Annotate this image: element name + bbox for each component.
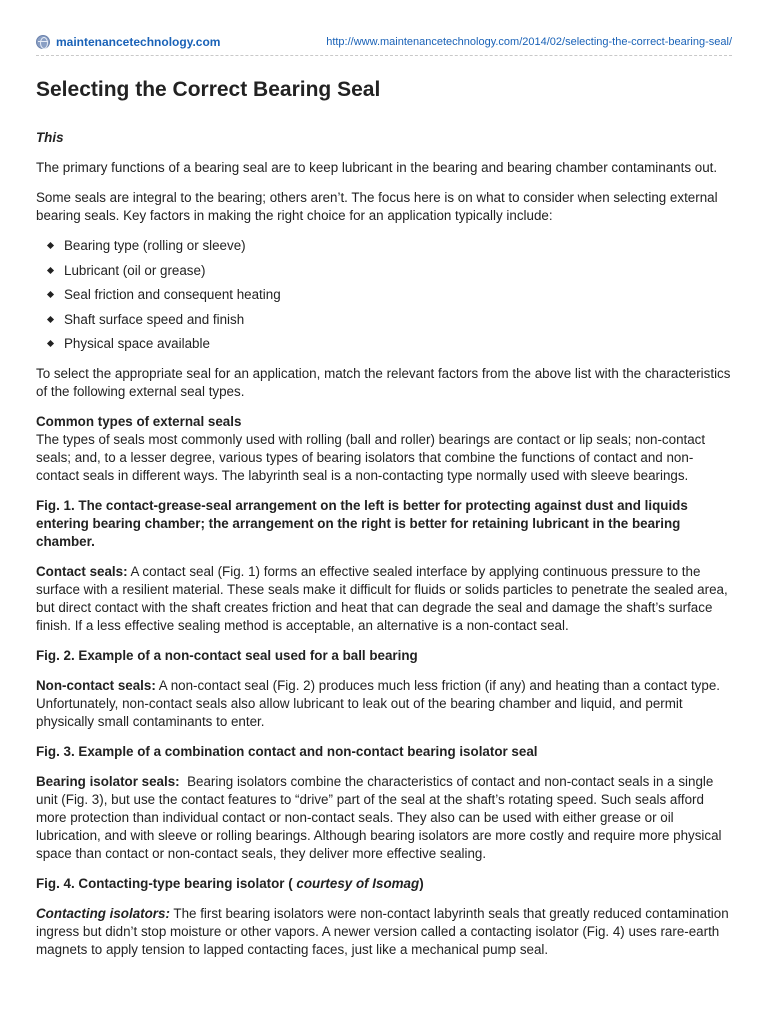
- factors-list: [36, 237, 734, 353]
- fig1-caption: Fig. 1. The contact-grease-seal arrangement on the left is better for protecting against dust and liquids entering bearing chamber; the arrangement on the right is better for retaining lubricant in the bearing chamber.: [36, 498, 688, 549]
- contacting-isolators-text: The first bearing isolators were non-contact labyrinth seals that greatly reduced contamination ingress but didn’t stop moisture or other vapors. A newer version called a contacting isolator (Fig. 4) uses rare-earth magnets to apply tension to lapped contacting faces, just like a mechanical pump seal.: [36, 906, 729, 957]
- list-item: Shaft surface speed and finish: [36, 311, 734, 329]
- contact-seals-text: A contact seal (Fig. 1) forms an effective sealed interface by applying continuous pressure to the surface with a resilient material. These seals make it difficult for fluids or solids particles to penetrate the sealed area, but direct contact with the shaft creates friction and heat that can degrade the seal and damage the shaft’s surface finish. If a less effective sealing method is acceptable, an alternative is a non-contact seal.: [36, 564, 728, 633]
- article-body: [36, 76, 734, 971]
- contact-seals-lead: Contact seals:: [36, 564, 128, 579]
- article-intro: This: [36, 130, 64, 145]
- paragraph-contact-seals: [36, 563, 734, 635]
- list-item: Bearing type (rolling or sleeve): [36, 237, 734, 255]
- fig4-caption-start: Fig. 4. Contacting-type bearing isolator (: [36, 876, 297, 891]
- fig4-courtesy: courtesy of Isomag: [296, 876, 420, 891]
- paragraph-noncontact-seals: [36, 677, 734, 731]
- fig2-caption: Fig. 2. Example of a non-contact seal used for a ball bearing: [36, 648, 418, 663]
- common-types-heading: Common types of external seals: [36, 414, 242, 429]
- contacting-isolators-lead: Contacting isolators:: [36, 906, 170, 921]
- common-types-text: The types of seals most commonly used with rolling (ball and roller) bearings are contact or lip seals; non-contact seals; and, to a lesser degree, various types of bearing isolators that combine the functions of contact and non-contact seals in different ways. The labyrinth seal is a non-contacting type normally used with sleeve bearings.: [36, 432, 706, 483]
- paragraph-contacting-isolators: [36, 905, 734, 959]
- isolator-seals-text: Bearing isolators combine the characteristics of contact and non-contact seals in a single unit (Fig. 3), but use the contact features to “drive” part of the seal at the shaft’s rotating speed. Such seals afford more protection than individual contact or non-contact seals. They also can be used with either grease or oil lubrication, and with sleeve or rolling bearings. Although bearing isolators are more costly and require more physical space than contact or non-contact seals, they deliver more effective sealing.: [36, 774, 726, 861]
- paragraph-functions: The primary functions of a bearing seal are to keep lubricant in the bearing and bearing chamber contaminants out.: [36, 160, 718, 175]
- site-branding: [36, 35, 220, 49]
- section-common-types: [36, 413, 734, 485]
- globe-icon: [36, 35, 50, 49]
- isolator-seals-lead: Bearing isolator seals:: [36, 774, 180, 789]
- site-name-link[interactable]: maintenancetechnology.com: [56, 35, 221, 49]
- paragraph-isolator-seals: [36, 773, 734, 863]
- fig3-caption: Fig. 3. Example of a combination contact and non-contact bearing isolator seal: [36, 744, 538, 759]
- source-url-link[interactable]: http://www.maintenancetechnology.com/2014/02/selecting-the-correct-bearing-seal/: [326, 36, 732, 48]
- noncontact-seals-text: A non-contact seal (Fig. 2) produces much less friction (if any) and heating than a contact type. Unfortunately, non-contact seals also allow lubricant to leak out of the bearing chamber and liquid, and permit physically small contaminants to enter.: [36, 678, 720, 729]
- paragraph-select: To select the appropriate seal for an application, match the relevant factors from the above list with the characteristics of the following external seal types.: [36, 366, 731, 399]
- list-item: Seal friction and consequent heating: [36, 286, 734, 304]
- list-item: Physical space available: [36, 335, 734, 353]
- article-title: Selecting the Correct Bearing Seal: [36, 78, 381, 101]
- page-header: [36, 32, 732, 52]
- fig4-caption-end: ): [419, 876, 424, 891]
- fig4-caption: [36, 875, 734, 893]
- noncontact-seals-lead: Non-contact seals:: [36, 678, 156, 693]
- header-divider: [36, 55, 732, 56]
- paragraph-integral: Some seals are integral to the bearing; others aren’t. The focus here is on what to consider when selecting external bearing seals. Key factors in making the right choice for an application typically include:: [36, 190, 718, 223]
- list-item: Lubricant (oil or grease): [36, 262, 734, 280]
